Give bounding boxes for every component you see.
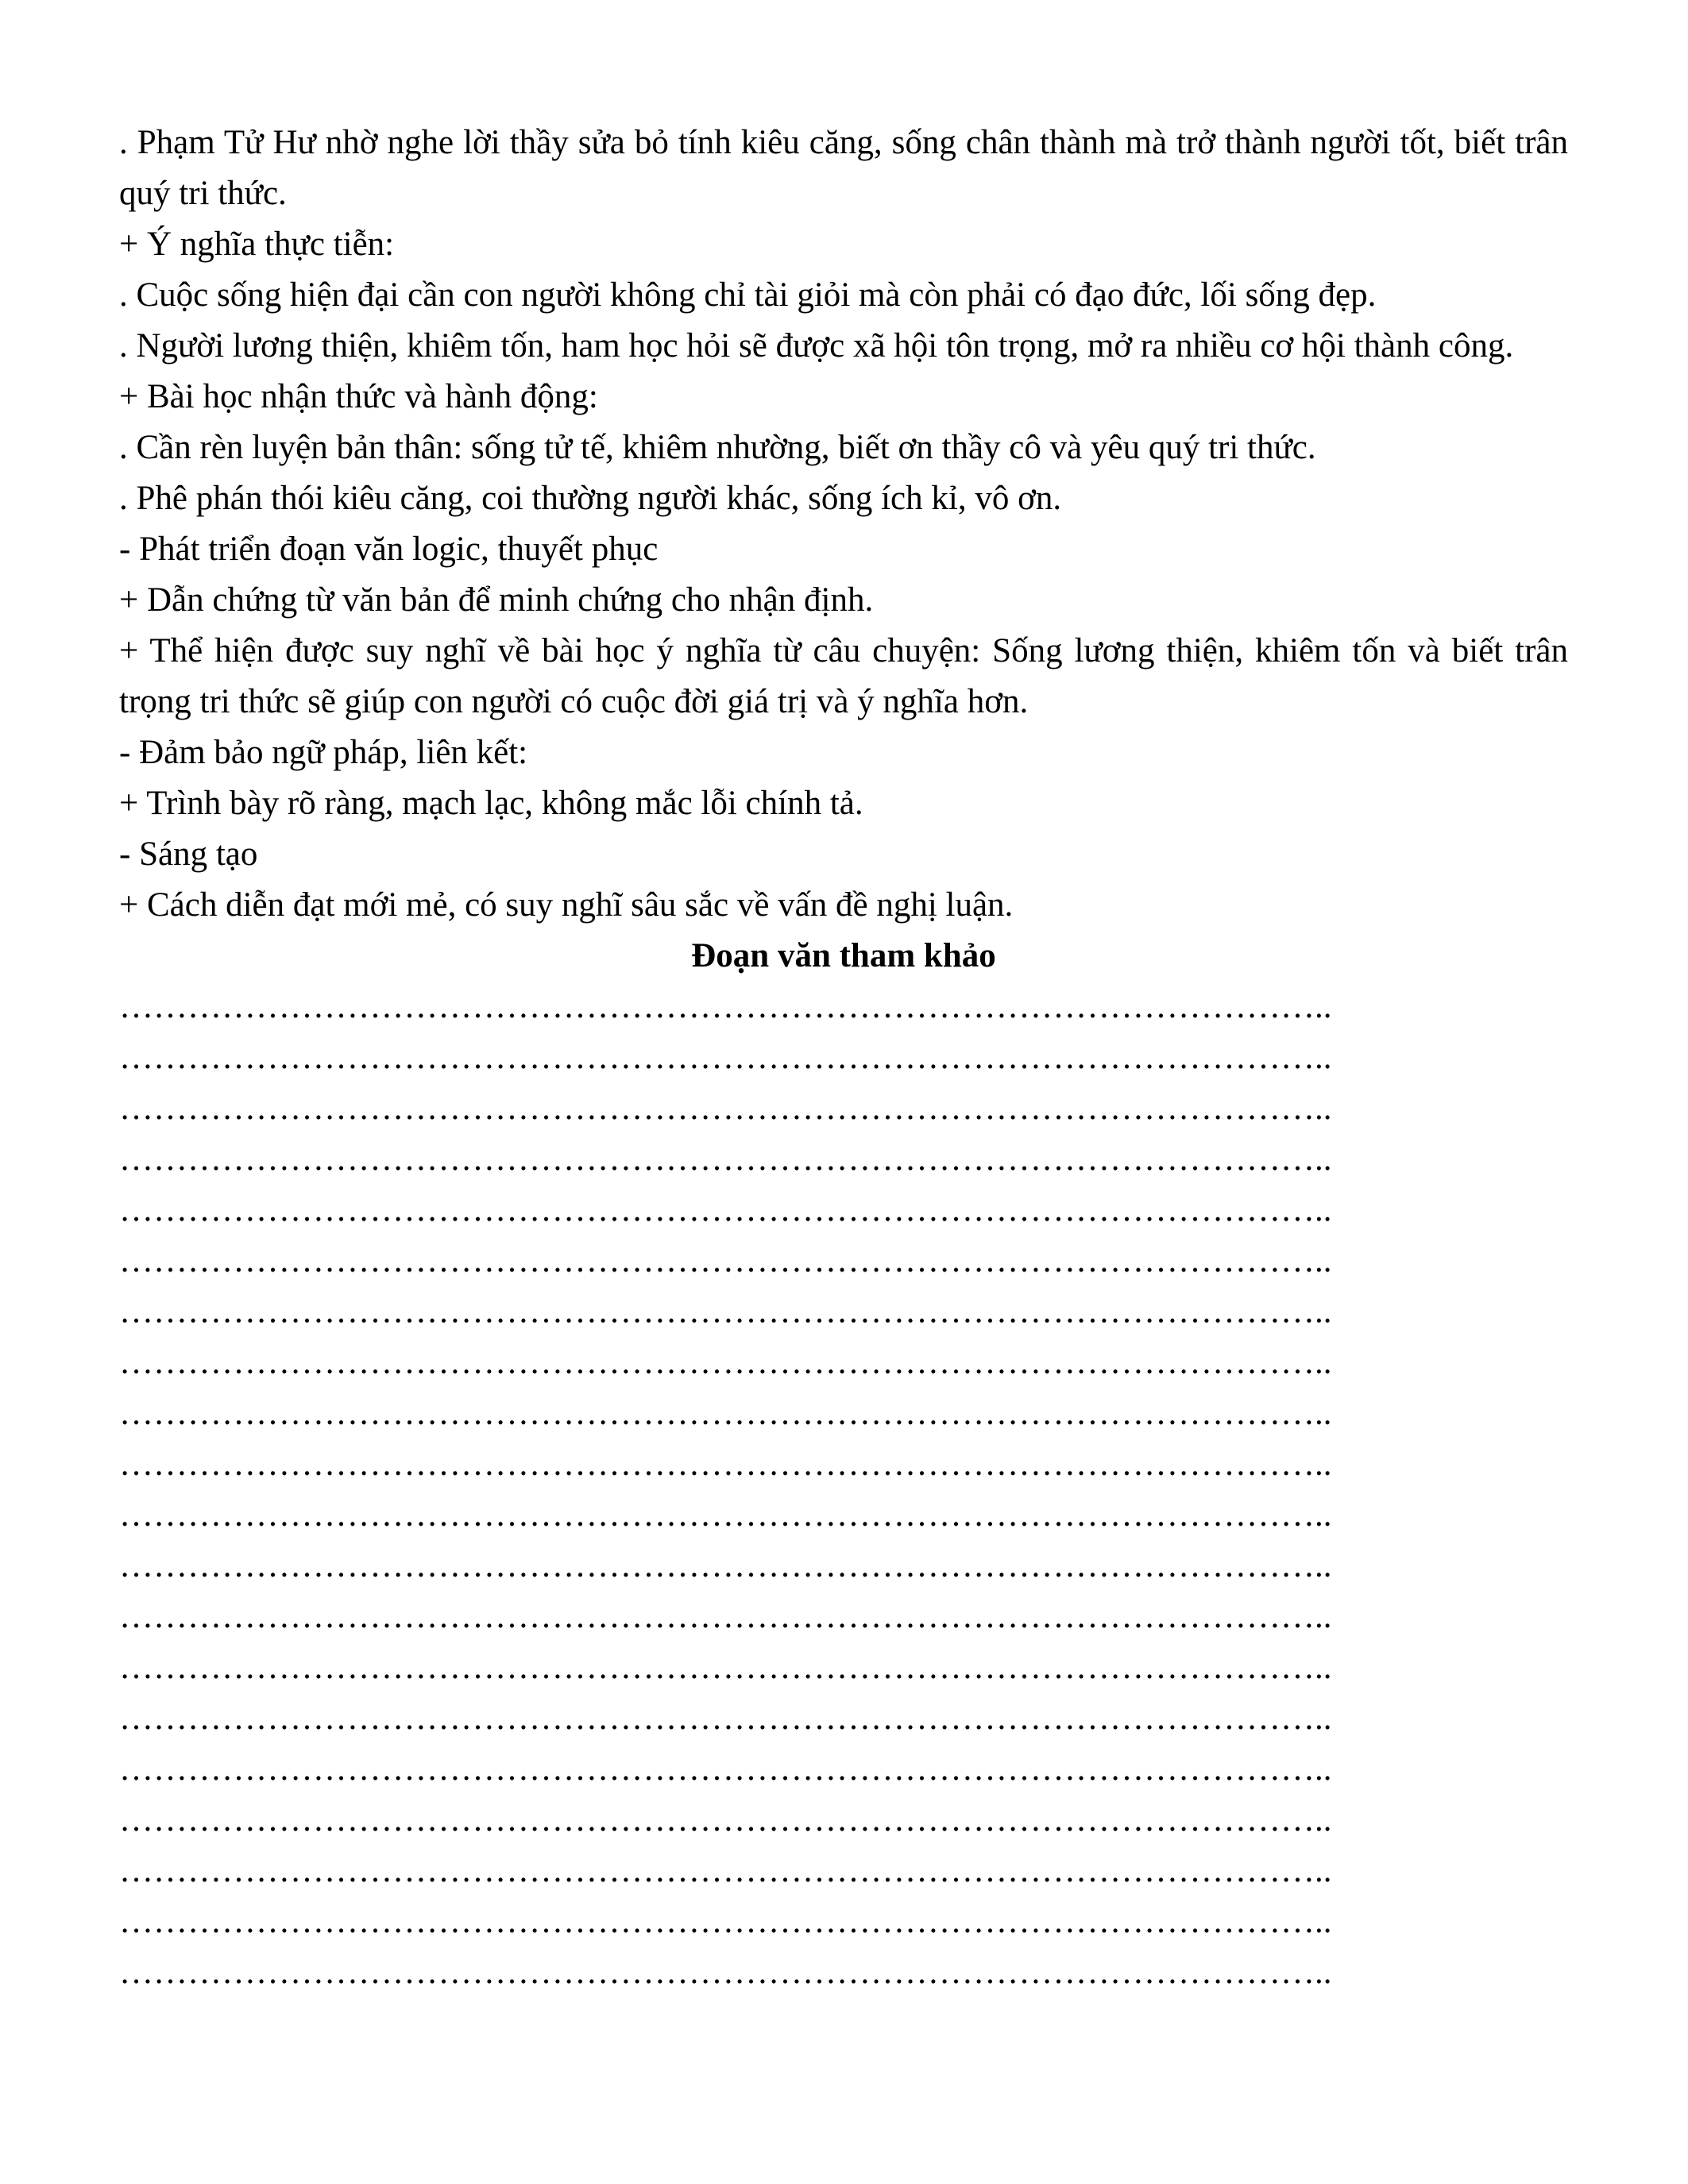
paragraph-lesson-pham-tu-hu: . Phạm Tử Hư nhờ nghe lời thầy sửa bỏ tính kiêu căng, sống chân thành mà trở thành người tốt, biết trân quý tri thức. — [119, 124, 1568, 212]
dotted-writing-line: …………………………………………………………………………………………….. — [119, 1395, 1332, 1432]
paragraph-reflection: + Thể hiện được suy nghĩ về bài học ý nghĩa từ câu chuyện: Sống lương thiện, khiêm tốn và biết trân trọng tri thức sẽ giúp con người có cuộc đời giá trị và ý nghĩa hơn. — [119, 632, 1568, 720]
dotted-writing-line: …………………………………………………………………………………………….. — [119, 988, 1332, 1025]
dotted-writing-line: …………………………………………………………………………………………….. — [119, 1445, 1332, 1483]
dotted-writing-line: …………………………………………………………………………………………….. — [119, 1852, 1332, 1889]
paragraph-modern-life: . Cuộc sống hiện đại cần con người không chỉ tài giỏi mà còn phải có đạo đức, lối sống đẹp. — [119, 276, 1377, 314]
dotted-writing-line: …………………………………………………………………………………………….. — [119, 1903, 1332, 1940]
paragraph-lesson-heading: + Bài học nhận thức và hành động: — [119, 378, 598, 415]
dotted-writing-line: …………………………………………………………………………………………….. — [119, 1700, 1332, 1737]
paragraph-self-training: . Cần rèn luyện bản thân: sống tử tế, khiêm nhường, biết ơn thầy cô và yêu quý tri thức. — [119, 429, 1316, 466]
dotted-writing-line: …………………………………………………………………………………………….. — [119, 1801, 1332, 1839]
dotted-writing-line: …………………………………………………………………………………………….. — [119, 1242, 1332, 1279]
dotted-writing-line: …………………………………………………………………………………………….. — [119, 1598, 1332, 1635]
document-page — [119, 118, 1568, 1998]
reference-paragraph-heading: Đoạn văn tham khảo — [691, 937, 996, 974]
paragraph-creativity: - Sáng tạo — [119, 835, 258, 873]
body-text — [119, 118, 1568, 931]
paragraph-develop-logic: - Phát triển đoạn văn logic, thuyết phục — [119, 531, 659, 568]
dotted-writing-line: …………………………………………………………………………………………….. — [119, 1750, 1332, 1788]
dotted-writing-line: …………………………………………………………………………………………….. — [119, 1954, 1332, 1991]
dotted-writing-line: …………………………………………………………………………………………….. — [119, 1090, 1332, 1127]
paragraph-clarity: + Trình bày rõ ràng, mạch lạc, không mắc lỗi chính tả. — [119, 785, 863, 822]
dotted-writing-line: …………………………………………………………………………………………….. — [119, 1649, 1332, 1686]
dotted-writing-line: …………………………………………………………………………………………….. — [119, 1039, 1332, 1076]
paragraph-new-expression: + Cách diễn đạt mới mẻ, có suy nghĩ sâu sắc về vấn đề nghị luận. — [119, 886, 1014, 924]
paragraph-criticize-arrogance: . Phê phán thói kiêu căng, coi thường người khác, sống ích kỉ, vô ơn. — [119, 480, 1062, 517]
dotted-writing-line: …………………………………………………………………………………………….. — [119, 1140, 1332, 1178]
writing-lines — [119, 982, 1568, 1998]
paragraph-kind-people-respected: . Người lương thiện, khiêm tốn, ham học hỏi sẽ được xã hội tôn trọng, mở ra nhiều cơ hội thành công. — [119, 327, 1514, 365]
paragraph-grammar: - Đảm bảo ngữ pháp, liên kết: — [119, 734, 528, 771]
dotted-writing-line: …………………………………………………………………………………………….. — [119, 1344, 1332, 1381]
paragraph-practical-meaning-heading: + Ý nghĩa thực tiễn: — [119, 226, 395, 263]
dotted-writing-line: …………………………………………………………………………………………….. — [119, 1191, 1332, 1229]
dotted-writing-line: …………………………………………………………………………………………….. — [119, 1496, 1332, 1534]
dotted-writing-line: …………………………………………………………………………………………….. — [119, 1293, 1332, 1330]
dotted-writing-line: …………………………………………………………………………………………….. — [119, 1547, 1332, 1584]
paragraph-evidence: + Dẫn chứng từ văn bản để minh chứng cho nhận định. — [119, 581, 874, 619]
